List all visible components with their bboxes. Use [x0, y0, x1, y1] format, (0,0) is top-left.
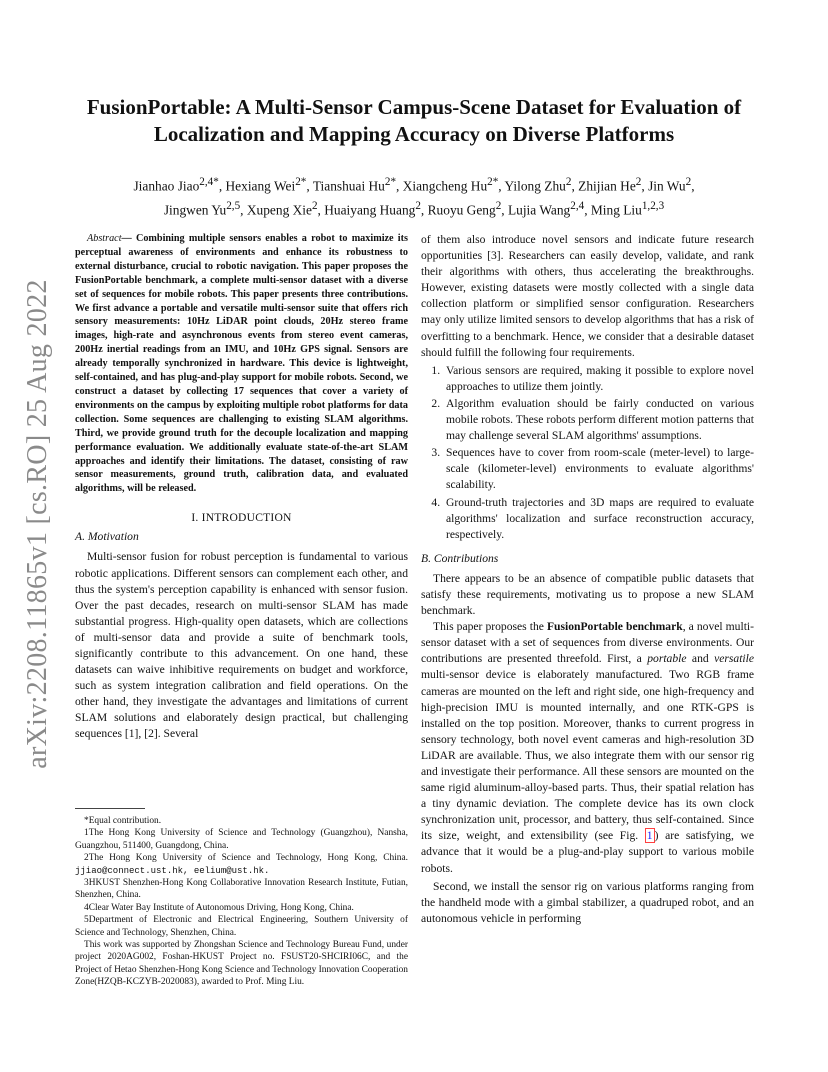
arxiv-sidebar-stamp: arXiv:2208.11865v1 [cs.RO] 25 Aug 2022: [22, 279, 53, 769]
subsection-heading-contributions: B. Contributions: [421, 551, 499, 565]
requirements-list: [421, 363, 754, 543]
section-heading-introduction: I. INTRODUCTION: [191, 511, 292, 525]
right-column: [421, 232, 754, 927]
footnote: 2The Hong Kong University of Science and Technology, Hong Kong, China. jjiao@connect.ust.hk, eelium@ust.hk.: [75, 853, 408, 876]
paragraph: There appears to be an absence of compatible public datasets that satisfy these requirements, motivating us to propose a new SLAM benchmark.: [421, 571, 754, 618]
abstract-text: — Combining multiple sensors enables a robot to maximize its perceptual awareness of environments and enhance its robustness to external disturbance, crucial to robotic navigation. This paper proposes the FusionPortable benchmark, a complete multi-sensor dataset with a diverse set of sequences for mobile robots. This paper presents three contributions. We first advance a portable and versatile multi-sensor suite that offers rich sensory measurements: 10Hz LiDAR point clouds, 20Hz stereo frame images, high-rate and asynchronous events from stereo event cameras, 200Hz inertial readings from an IMU, and 10Hz GPS signal. Sensors are already temporally synchronized in hardware. This device is lightweight, self-contained, and has plug-and-play support for mobile robots. Second, we construct a dataset by collecting 17 sequences that cover a variety of environments on the campus by exploiting multiple robot platforms for data collection. Some sequences are challenging to existing SLAM algorithms. Third, we provide ground truth for the decouple localization and mapping performance evaluation. We additionally evaluate state-of-the-art SLAM approaches and identify their limitations. The dataset, consisting of raw sensor measurements, ground truth, calibration data, and evaluated algorithms, will be released.: [75, 233, 408, 495]
abstract-label: Abstract: [87, 233, 122, 244]
list-item: 1. Various sensors are required, making it possible to explore novel approaches to utilize them jointly.: [443, 363, 754, 395]
subsection-heading-motivation: A. Motivation: [75, 530, 139, 544]
list-item: 2. Algorithm evaluation should be fairly conducted on various mobile robots. These robots perform different motion patterns that may challenge several SLAM algorithms' assumptions.: [443, 396, 754, 444]
left-column: [75, 232, 408, 743]
abstract: [75, 232, 408, 496]
list-item: 4. Ground-truth trajectories and 3D maps are required to evaluate algorithms' localization and surface reconstruction accuracy, respectively.: [443, 495, 754, 543]
contributions-paragraph: This paper proposes the FusionPortable benchmark, a novel multi-sensor dataset with a set of sequences from diverse environments. Our contributions are presented threefold. First, a portable and versatile multi-sensor device is elaborately manufactured. Two RGB frame cameras are mounted on the left and right side, one high-frequency and high-precision IMU is mounted internally, and one RTK-GPS is installed on the top position. Moreover, thanks to current progress in sensory technology, both novel event cameras and high-resolution 3D LiDAR are available. Thus, we also integrate them with our sensor rig and investigate their performance. All these sensors are mounted on the same rigid aluminum-alloy-based parts. Thus, their spatial relation has a tiny dynamic deviation. The complete device has its own clock synchronization unit, processor, and battery, thus self-contained. Since its size, weight, and extensibility (see Fig. 1 ) are satisfying, we advance that it would be a plug-and-play support to various mobile robots.: [421, 620, 754, 875]
footnote-rule: [75, 808, 145, 809]
figure-reference-link[interactable]: 1: [646, 829, 653, 843]
list-item: 3. Sequences have to cover from room-scale (meter-level) to large-scale (kilometer-level) environments to evaluate algorithms' scalability.: [443, 445, 754, 493]
motivation-paragraph: Multi-sensor fusion for robust perception is fundamental to various robotic applications. Different sensors can complement each other, and thus the system's perception capability is enhanced with sensor fusion. Over the past decades, research on multi-sensor SLAM has made substantial progress. High-quality open datasets, which are collections of multi-sensor data and provide a suite of benchmark tools, significantly contribute to this advancement. On one hand, these datasets can waive inhibitive requirements on budget and workforce, such as system integration calibration and field operations. On the other hand, they investigate the advantages and limitations of current SLAM solutions and elaborately design practical, but challenging sequences [1], [2]. Several: [75, 550, 408, 741]
footnote: 5Department of Electronic and Electrical Engineering, Southern University of Science and Technology, Shenzhen, China.: [75, 915, 408, 938]
footnote: 1The Hong Kong University of Science and Technology (Guangzhou), Nansha, Guangzhou, 511400, Guangdong, China.: [75, 828, 408, 851]
footnote: *Equal contribution.: [84, 816, 162, 826]
paper-title: FusionPortable: A Multi-Sensor Campus-Scene Dataset for Evaluation of Localization and Mapping Accuracy on Diverse Platforms: [86, 95, 742, 146]
paragraph: Second, we install the sensor rig on various platforms ranging from the handheld mode with a gimbal stabilizer, a quadruped robot, and an autonomous vehicle in performing: [421, 879, 754, 925]
author-list: Jianhao Jiao$^{2,4*}$, Hexiang Wei$^{2*}$, Tianshuai $Hu^{2*}$, Xiangcheng $Hu^{2*}$, Yilong Zhu$^2$, Zhijian He$^2$, Jin Wu$^2$, Jingwen Yu$^{2,5}$, Xupeng Xie$^2$, Huaiyang Huang$^2$, Ruoyu Geng$^2$, Lujia Wang$^{2,4}$, Ming Liu$^{1,2,3}$: [133, 176, 695, 218]
footnote: 3HKUST Shenzhen-Hong Kong Collaborative Innovation Research Institute, Futian, Shenzhen, China.: [75, 878, 408, 901]
paragraph: of them also introduce novel sensors and indicate future research opportunities [3]. Researchers can easily develop, validate, and rank their algorithms with others, thus accelerating the breakthroughs. However, existing datasets were mostly collected with a single data collection platform or simplified sensor configuration. Researchers may only utilize limited sensors to develop algorithms that has a risk of overfitting to a benchmark. Hence, we consider that a desirable dataset should fulfill the following four requirements.: [421, 233, 754, 359]
footnote-funding: This work was supported by Zhongshan Science and Technology Bureau Fund, under project 2020AG002, Foshan-HKUST Project no. FSUST20-SHCIRI06C, and the Project of Hetao Shenzhen-Hong Kong Science and Technology Innovation Cooperation Zone(HZQB-KCZYB-2020083), awarded to Prof. Ming Liu.: [75, 940, 408, 988]
footnotes: [75, 808, 408, 989]
footnote-emails: jjiao@connect.ust.hk, eelium@ust.hk.: [75, 865, 270, 876]
footnote: 4Clear Water Bay Institute of Autonomous Driving, Hong Kong, China.: [84, 902, 354, 913]
